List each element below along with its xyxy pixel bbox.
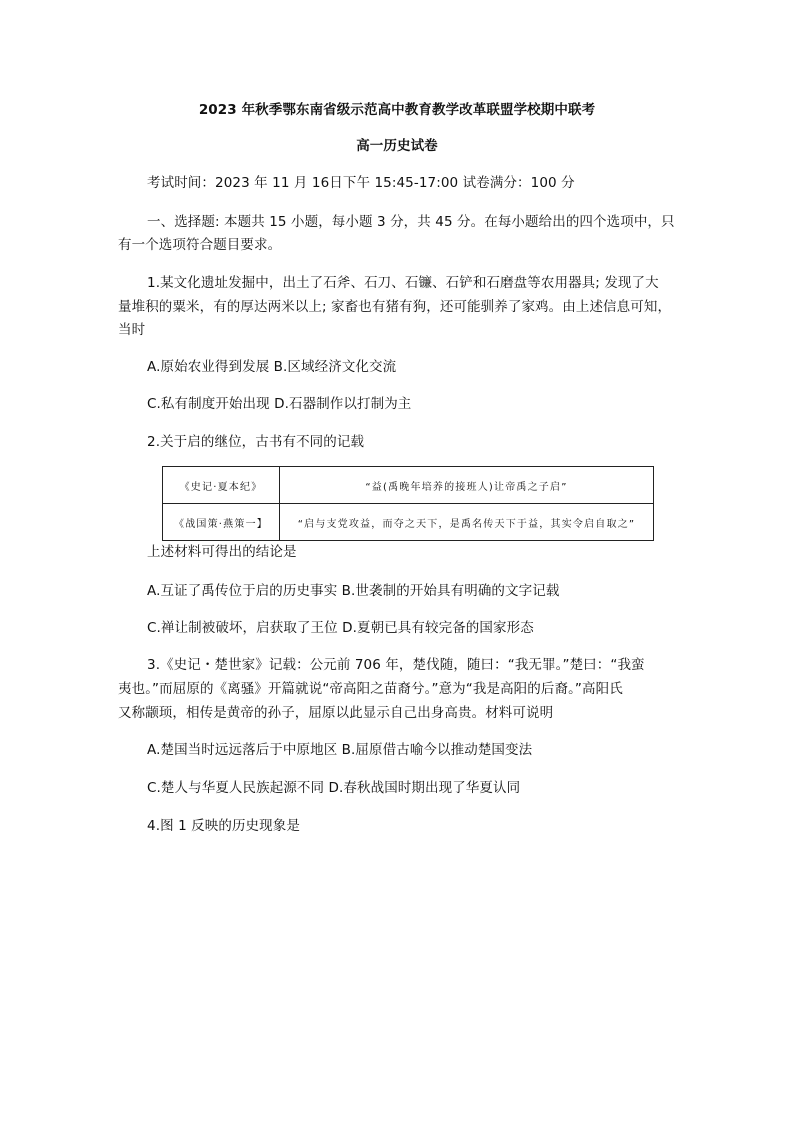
q1-stem-line3: 当时 (118, 322, 146, 338)
q2-options-line2: C.禅让制被破坏，启获取了王位 D.夏朝已具有较完备的国家形态 (147, 620, 534, 636)
q2-options-line1: A.互证了禹传位于启的历史事实 B.世袭制的开始具有明确的文字记载 (147, 583, 560, 599)
q3-stem-line1: 3.《史记・楚世家》记载：公元前 706 年，楚伐随，随曰：“我无罪。”楚曰：“我蛮 (147, 657, 645, 673)
table-cell-quote: “启与支党攻益，而夺之天下，是禹名传天下于益，其实令启自取之” (280, 504, 654, 541)
q2-stem-after-table: 上述材料可得出的结论是 (147, 544, 297, 560)
q1-options-line2: C.私有制度开始出现 D.石器制作以打制为主 (147, 396, 412, 412)
section-intro-line2: 有一个选项符合题目要求。 (118, 237, 282, 253)
q1-options-line1: A.原始农业得到发展 B.区域经济文化交流 (147, 359, 397, 375)
q3-stem-line3: 又称颛顼，相传是黄帝的孙子，屈原以此显示自己出身高贵。材料可说明 (118, 705, 554, 721)
q3-stem-line2: 夷也。”而屈原的《离骚》开篇就说“帝高阳之苗裔兮。”意为“我是高阳的后裔。”高阳氏 (118, 681, 623, 697)
q2-stem-line1: 2.关于启的继位，古书有不同的记载 (147, 434, 365, 450)
table-cell-source: 《史记·夏本纪》 (163, 467, 280, 504)
q1-stem-line2: 量堆积的粟米，有的厚达两米以上; 家畜也有猪有狗，还可能驯养了家鸡。由上述信息可知， (118, 299, 672, 315)
q3-options-line2: C.楚人与华夏人民族起源不同 D.春秋战国时期出现了华夏认同 (147, 780, 521, 796)
table-row (163, 504, 654, 541)
q2-source-table (162, 466, 654, 541)
q3-options-line1: A.楚国当时远远落后于中原地区 B.屈原借古喻今以推动楚国变法 (147, 742, 533, 758)
table-cell-quote: “益(禹晚年培养的接班人)让帝禹之子启” (280, 467, 654, 504)
exam-info: 考试时间：2023 年 11 月 16日下午 15:45-17:00 试卷满分：100 分 (147, 175, 575, 191)
table-row (163, 467, 654, 504)
q4-stem-line1: 4.图 1 反映的历史现象是 (147, 818, 300, 834)
exam-title: 2023 年秋季鄂东南省级示范高中教育教学改革联盟学校期中联考 (198, 102, 596, 118)
subject-title: 高一历史试卷 (356, 138, 438, 154)
section-intro-line1: 一、选择题: 本题共 15 小题，每小题 3 分，共 45 分。在每小题给出的四个选项中，只 (147, 214, 675, 230)
q1-stem-line1: 1.某文化遗址发掘中，出土了石斧、石刀、石镰、石铲和石磨盘等农用器具; 发现了大 (147, 275, 659, 291)
table-cell-source: 《战国策·燕策一】 (163, 504, 280, 541)
